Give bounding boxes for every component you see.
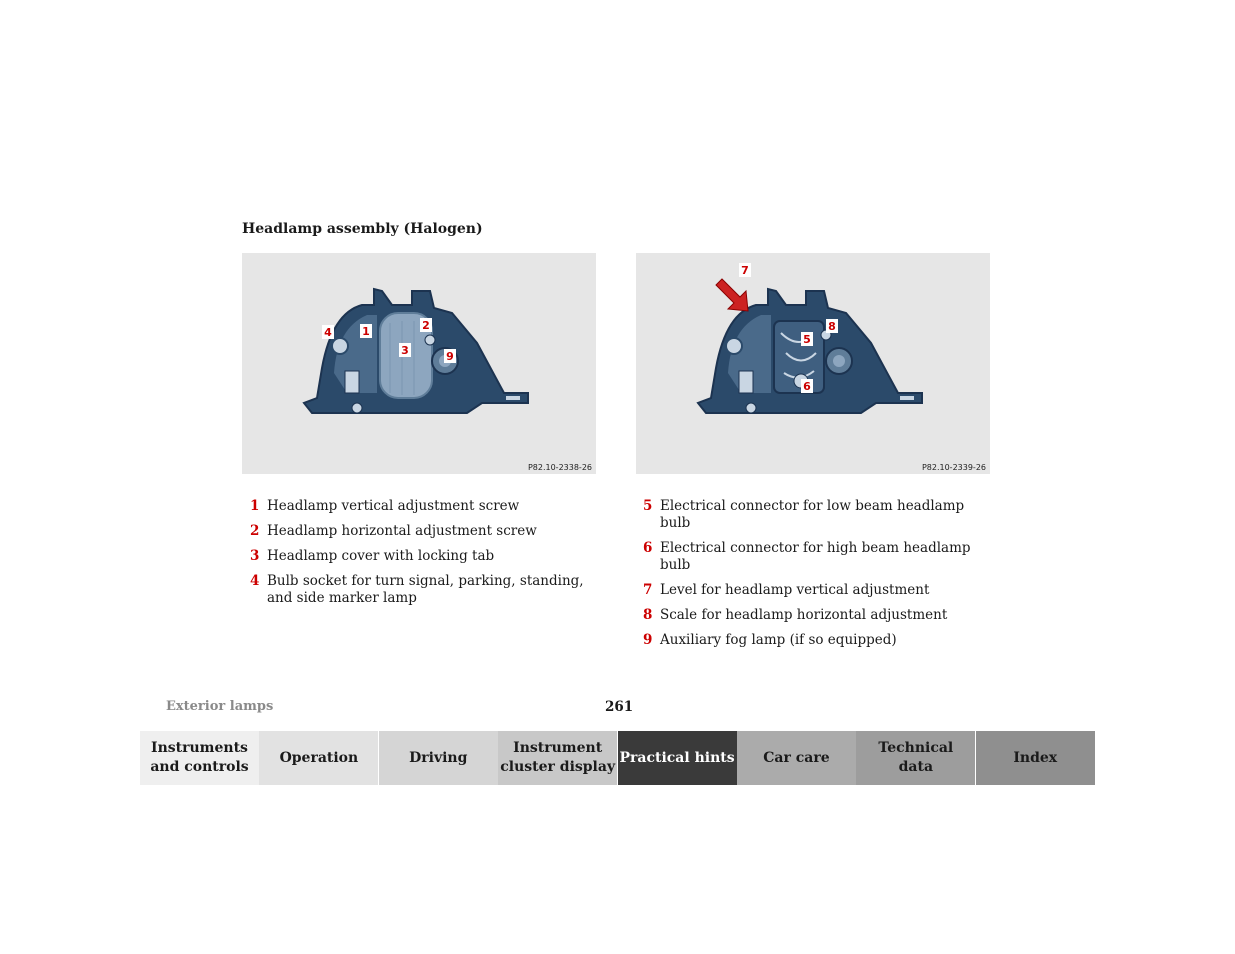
legend-number: 9 [643, 632, 653, 648]
headlamp-illustration-2 [636, 253, 990, 474]
legend-item [636, 607, 996, 624]
legend-text: Headlamp horizontal adjustment screw [267, 523, 537, 539]
callout-1: 1 [362, 325, 370, 338]
legend-text: Auxiliary fog lamp (if so equipped) [660, 632, 897, 648]
tab-driving[interactable] [379, 731, 498, 785]
tab-instruments-and-controls[interactable] [140, 731, 259, 785]
callout-3: 3 [401, 344, 409, 357]
tab-technical-data[interactable] [856, 731, 975, 785]
tab-instrument-cluster-display[interactable] [498, 731, 617, 785]
legend-text: Bulb socket for turn signal, parking, standing, and side marker lamp [267, 573, 584, 606]
legend-number: 1 [250, 498, 260, 514]
tab-label: Index [1013, 749, 1058, 766]
legend-text: Scale for headlamp horizontal adjustment [660, 607, 948, 623]
legend-item [243, 498, 603, 515]
tab-operation[interactable] [259, 731, 378, 785]
legend-text: Electrical connector for low beam headlamp bulb [660, 498, 965, 531]
headlamp-illustration-1 [242, 253, 596, 474]
tab-car-care[interactable] [737, 731, 856, 785]
legend-number: 4 [250, 573, 260, 589]
legend-number: 3 [250, 548, 260, 564]
legend-number: 2 [250, 523, 260, 539]
tab-label: Operation [279, 749, 359, 766]
legend-item [636, 632, 996, 649]
section-name: Exterior lamps [166, 699, 274, 714]
tab-label: Instrument cluster display [500, 740, 616, 775]
callout-8: 8 [828, 320, 836, 333]
section-heading: Headlamp assembly (Halogen) [242, 221, 483, 237]
page-number: 261 [605, 699, 634, 715]
figure-code: P82.10-2338-26 [527, 463, 592, 472]
legend-number: 7 [643, 582, 653, 598]
legend-text: Headlamp vertical adjustment screw [267, 498, 520, 514]
legend-number: 8 [643, 607, 653, 623]
headlamp-figure-front [242, 253, 596, 474]
legend-item [636, 582, 996, 599]
tab-label: Practical hints [619, 749, 735, 766]
legend-item [636, 540, 996, 574]
callout-7: 7 [741, 264, 749, 277]
legend-number: 6 [643, 540, 653, 556]
tab-practical-hints[interactable] [618, 731, 737, 785]
callout-9: 9 [446, 350, 454, 363]
tab-index[interactable] [976, 731, 1095, 785]
callout-2: 2 [422, 319, 430, 332]
callout-5: 5 [803, 333, 811, 346]
figure-code: P82.10-2339-26 [921, 463, 986, 472]
headlamp-figure-rear [636, 253, 990, 474]
legend-text: Headlamp cover with locking tab [267, 548, 495, 564]
legend-item [243, 573, 603, 607]
legend-left [243, 498, 603, 615]
callout-4: 4 [324, 326, 332, 339]
legend-text: Electrical connector for high beam headlamp bulb [660, 540, 971, 573]
tab-label: Technical data [878, 740, 954, 775]
legend-item [243, 548, 603, 565]
chapter-tabs [140, 731, 1095, 785]
legend-item [243, 523, 603, 540]
legend-right [636, 498, 996, 657]
tab-label: Driving [409, 749, 468, 766]
legend-number: 5 [643, 498, 653, 514]
tab-label: Car care [763, 749, 830, 766]
arrow-icon [716, 279, 748, 311]
tab-label: Instruments and controls [150, 740, 249, 775]
callout-6: 6 [803, 380, 811, 393]
legend-text: Level for headlamp vertical adjustment [660, 582, 930, 598]
legend-item [636, 498, 996, 532]
